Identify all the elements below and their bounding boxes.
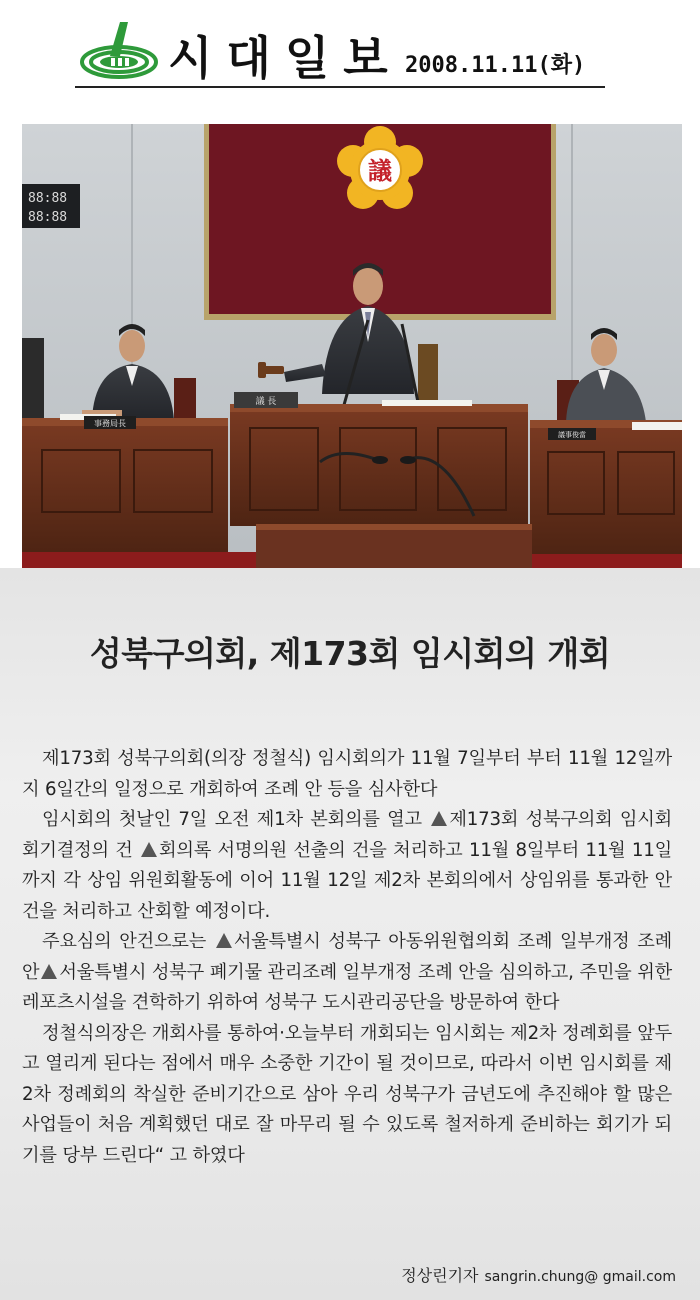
- triangle-bullet-icon: [141, 842, 157, 857]
- paragraph-3: 주요심의 안건으로는 서울특별시 성북구 아동위원협의회 조례 일부개정 조례안 서울특별시 성북구 폐기물 관리조례 일부개정 조례 안을 심의하고, 주민을 위한 레포츠시설을 견학하기 위하여 성북구 도시관리공단을 방문하여 한다: [22, 931, 672, 1013]
- svg-text:88:88: 88:88: [28, 191, 68, 206]
- svg-text:事務局長: 事務局長: [94, 419, 126, 428]
- reporter-email: sangrin.chung@ gmail.com: [484, 1269, 676, 1285]
- svg-text:議事俊當: 議事俊當: [558, 431, 586, 439]
- newspaper-clipping: [0, 568, 700, 1300]
- article-body: [22, 744, 672, 1171]
- masthead-rule: [75, 86, 605, 88]
- paper-name: 시대일보: [168, 31, 402, 85]
- svg-text:88:88: 88:88: [28, 210, 68, 225]
- triangle-bullet-icon: [216, 933, 232, 948]
- masthead: [0, 0, 700, 110]
- article-headline: 성북구의회, 제173회 임시회의 개회: [89, 634, 611, 673]
- paragraph-1: 제173회 성북구의회(의장 정철식) 임시회의가 11월 7일부터 부터 11월 12일까지 6일간의 일정으로 개회하여 조례 안 등을 심사한다: [22, 748, 672, 800]
- svg-text:議 長: 議 長: [255, 397, 277, 407]
- reporter-name: 정상린기자: [401, 1266, 479, 1285]
- council-session-photo: [22, 124, 682, 568]
- svg-text:議: 議: [368, 156, 392, 185]
- publication-date: 2008.11.11(화): [405, 53, 586, 78]
- paragraph-2: 임시회의 첫날인 7일 오전 제1차 본회의를 열고 제173회 성북구의회 임시회 회기결정의 건 회의록 서명의원 선출의 건을 처리하고 11월 8일부터 11월 11일까지 각 상임 위원회활동에 이어 11월 12일 제2차 본회의에서 상임위를 통과한 안건을 처리하고 산회할 예정이다.: [22, 809, 672, 922]
- byline: [401, 1263, 676, 1286]
- triangle-bullet-icon: [431, 811, 447, 826]
- triangle-bullet-icon: [41, 964, 57, 979]
- sidae-ilbo-logo-icon: [80, 18, 158, 82]
- paragraph-4: 정철식의장은 개회사를 통하여·오늘부터 개회되는 임시회는 제2차 정례회를 앞두고 열리게 된다는 점에서 매우 소중한 기간이 될 것이므로, 따라서 이번 임시회를 제2차 정례회의 착실한 준비기간으로 삼아 우리 성북구가 금년도에 추진해야 할 많은 사업들이 처음 계획했던 대로 잘 마무리 될 수 있도록 철저하게 준비하는 회기가 되기를 당부 드린다“ 고 하였다: [22, 1022, 672, 1166]
